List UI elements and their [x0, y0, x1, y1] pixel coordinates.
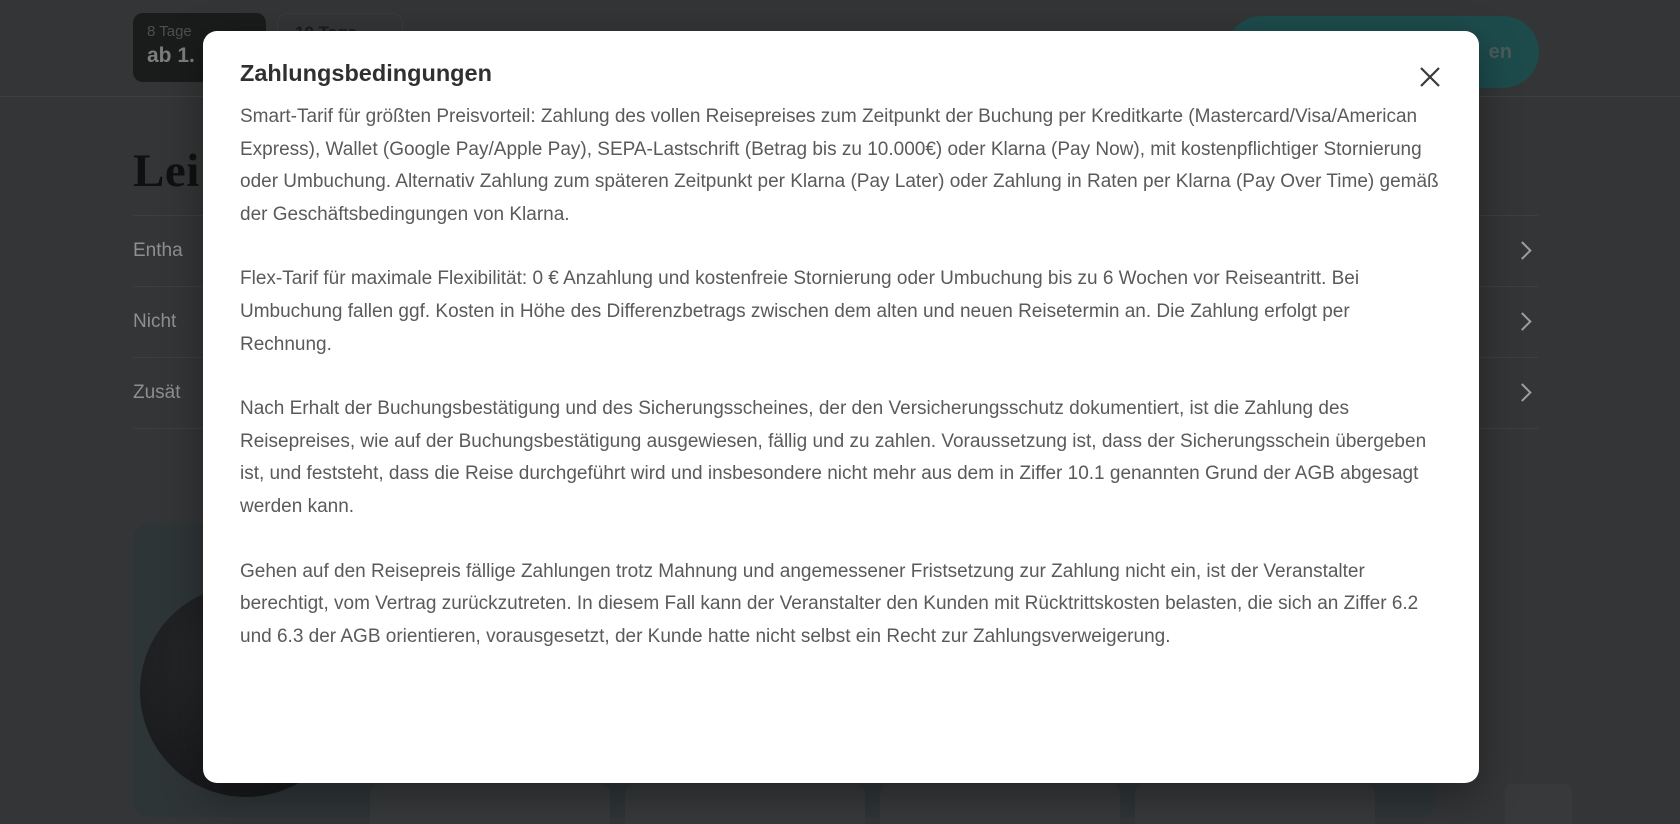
- accordion-row-label: Nicht: [133, 311, 177, 332]
- page-title: Lei: [133, 145, 200, 197]
- accordion-row-label: Zusät: [133, 382, 181, 403]
- dialog-body: [240, 101, 1441, 653]
- duration-tab-8-days-label: 8 Tage: [147, 23, 192, 40]
- header-cta-label: en: [1488, 40, 1512, 63]
- accordion-row-label: Entha: [133, 240, 183, 261]
- paragraph-buchungsbestaetigung: Nach Erhalt der Buchungsbestätigung und des Sicherungsscheines, der den Versicherungsschutz dokumentiert, ist die Zahlung des Reisepreises, wie auf der Buchungsbestätigung ausgewiesen, fällig und zu zahlen. Voraussetzung ist, dass der Sicherungsschein übergeben ist, und feststeht, dass die Reise durchgeführt wird und insbesondere nicht mehr aus dem in Ziffer 10.1 genannten Grund der AGB abgesagt werden kann.: [240, 398, 1427, 517]
- close-icon: [1417, 64, 1443, 90]
- close-button[interactable]: [1417, 64, 1443, 90]
- payment-terms-dialog: [203, 31, 1479, 783]
- dialog-title: Zahlungsbedingungen: [240, 60, 492, 86]
- paragraph-smart-tarif: Smart-Tarif für größten Preisvorteil: Zahlung des vollen Reisepreises zum Zeitpunkt der Buchung per Kreditkarte (Mastercard/Visa/American Express), Wallet (Google Pay/Apple Pay), SEPA-Lastschrift (Betrag bis zu 10.000€) oder Klarna (Pay Now), mit kostenpflichtiger Stornierung oder Umbuchung. Alternativ Zahlung zum späteren Zeitpunkt per Klarna (Pay Later) oder Zahlung in Raten per Klarna (Pay Over Time) gemäß der Geschäftsbedingungen von Klarna.: [240, 106, 1439, 225]
- paragraph-flex-tarif: Flex-Tarif für maximale Flexibilität: 0 € Anzahlung und kostenfreie Stornierung oder Umbuchung bis zu 6 Wochen vor Reiseantritt. Bei Umbuchung fallen ggf. Kosten in Höhe des Differenzbetrags zwischen dem alten und neuen Reisetermin an. Die Zahlung erfolgt per Rechnung.: [240, 268, 1360, 355]
- duration-tab-8-days-price: ab 1.: [147, 44, 195, 67]
- paragraph-zahlungsverzug: Gehen auf den Reisepreis fällige Zahlungen trotz Mahnung und angemessener Fristsetzung zur Zahlung nicht ein, ist der Veranstalter berechtigt, vom Vertrag zurückzutreten. In diesem Fall kann der Veranstalter den Kunden mit Rücktrittskosten belasten, die sich an Ziffer 6.2 und 6.3 der AGB orientieren, vorausgesetzt, der Kunde hatte nicht selbst ein Recht zur Zahlungsverweigerung.: [240, 560, 1419, 647]
